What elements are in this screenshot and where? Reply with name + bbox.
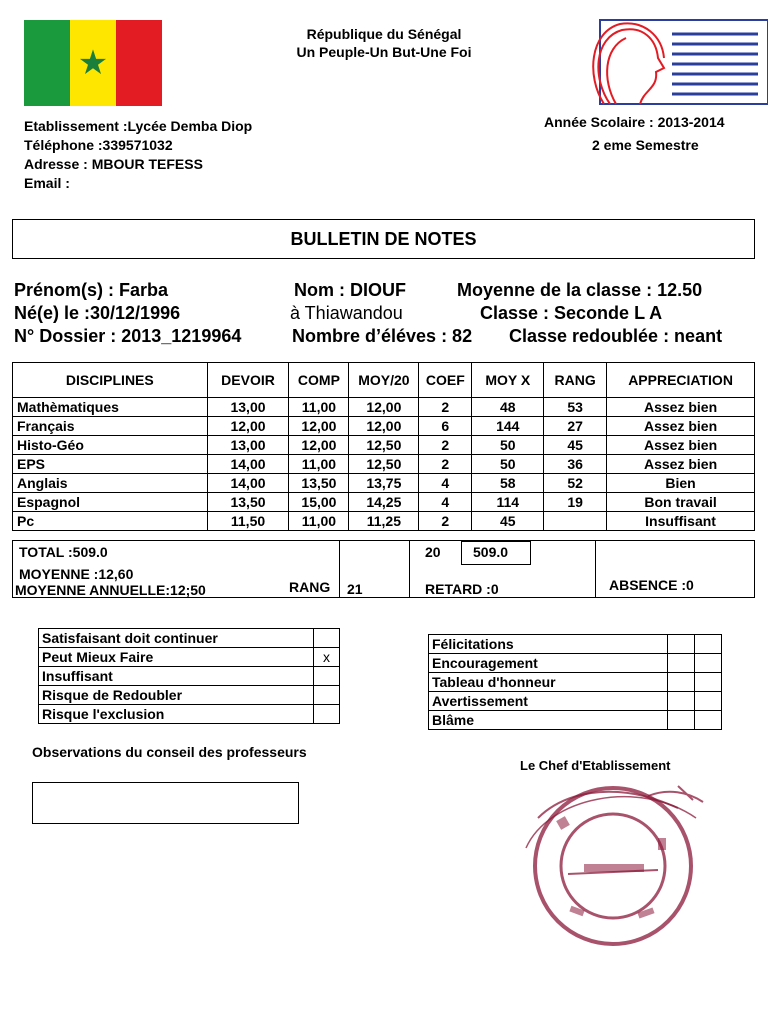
- school-name: Etablissement :Lycée Demba Diop: [24, 118, 253, 134]
- table-row: [13, 455, 755, 474]
- decision-checkbox[interactable]: [668, 692, 695, 711]
- comp-cell: 11,00: [289, 512, 349, 531]
- school-year: Année Scolaire : 2013-2014: [544, 114, 725, 130]
- appreciation-cell: Assez bien: [607, 417, 755, 436]
- semester: 2 eme Semestre: [592, 137, 699, 153]
- coef-cell: 2: [419, 398, 472, 417]
- rang-cell: 45: [544, 436, 607, 455]
- table-row: [13, 493, 755, 512]
- appreciation-cell: Assez bien: [607, 436, 755, 455]
- decision-table-left: [38, 628, 340, 724]
- col-header: RANG: [544, 363, 607, 398]
- moyx-cell: 50: [472, 455, 544, 474]
- decision-checkbox[interactable]: [695, 635, 722, 654]
- decision-label: Risque l'exclusion: [39, 705, 314, 724]
- appreciation-cell: Bon travail: [607, 493, 755, 512]
- coef-cell: 2: [419, 455, 472, 474]
- decision-row: [429, 635, 722, 654]
- decision-checkbox[interactable]: [668, 635, 695, 654]
- moyx-cell: 144: [472, 417, 544, 436]
- moyx-cell: 50: [472, 436, 544, 455]
- appreciation-cell: Assez bien: [607, 455, 755, 474]
- totals-divider: [409, 541, 410, 597]
- moyx-cell: 114: [472, 493, 544, 512]
- annual-average: MOYENNE ANNUELLE:12;50: [15, 582, 206, 598]
- decision-checkbox[interactable]: [314, 629, 340, 648]
- moy-cell: 14,25: [349, 493, 419, 512]
- moyx-cell: 45: [472, 512, 544, 531]
- decision-row: [39, 629, 340, 648]
- republic-title: République du Sénégal: [306, 26, 462, 42]
- decision-label: Risque de Redoubler: [39, 686, 314, 705]
- decision-label: Satisfaisant doit continuer: [39, 629, 314, 648]
- totals-box: [12, 540, 755, 598]
- observations-box[interactable]: [32, 782, 299, 824]
- total-points: TOTAL :509.0: [19, 544, 108, 560]
- star-icon: ★: [77, 44, 109, 82]
- comp-cell: 11,00: [289, 398, 349, 417]
- class-name: Classe : Seconde L A: [480, 303, 663, 323]
- col-header: APPRECIATION: [607, 363, 755, 398]
- coef-cell: 2: [419, 436, 472, 455]
- birth-date: Né(e) le :30/12/1996: [14, 303, 181, 323]
- devoir-cell: 13,50: [207, 493, 289, 512]
- moy-cell: 13,75: [349, 474, 419, 493]
- totals-divider: [595, 541, 596, 597]
- decision-checkbox[interactable]: [695, 692, 722, 711]
- decision-label: Peut Mieux Faire: [39, 648, 314, 667]
- coef-cell: 6: [419, 417, 472, 436]
- rang-cell: 27: [544, 417, 607, 436]
- table-row: [13, 436, 755, 455]
- coef-cell: 4: [419, 493, 472, 512]
- decision-checkbox[interactable]: [668, 654, 695, 673]
- decision-checkbox[interactable]: [668, 673, 695, 692]
- decision-label: Encouragement: [429, 654, 668, 673]
- class-average: Moyenne de la classe : 12.50: [457, 280, 703, 300]
- signature-label: Le Chef d'Etablissement: [520, 758, 671, 773]
- rang-cell: 36: [544, 455, 607, 474]
- student-first-name: Prénom(s) : Farba: [14, 280, 169, 300]
- comp-cell: 12,00: [289, 417, 349, 436]
- discipline-cell: Anglais: [13, 474, 208, 493]
- col-header: DEVOIR: [207, 363, 289, 398]
- moy-cell: 12,50: [349, 455, 419, 474]
- decision-checkbox[interactable]: [695, 711, 722, 730]
- discipline-cell: Pc: [13, 512, 208, 531]
- moyx-cell: 48: [472, 398, 544, 417]
- absence: ABSENCE :0: [609, 577, 694, 593]
- moy-cell: 12,00: [349, 398, 419, 417]
- decision-row: [39, 686, 340, 705]
- comp-cell: 13,50: [289, 474, 349, 493]
- decision-label: Avertissement: [429, 692, 668, 711]
- observations-label: Observations du conseil des professeurs: [32, 744, 307, 760]
- col-header: DISCIPLINES: [13, 363, 208, 398]
- decision-row: [39, 667, 340, 686]
- decision-row: [429, 711, 722, 730]
- decision-row: [429, 692, 722, 711]
- decision-checkbox[interactable]: [314, 705, 340, 724]
- semester-average: MOYENNE :12,60: [19, 566, 134, 582]
- discipline-cell: Espagnol: [13, 493, 208, 512]
- col-header: MOY/20: [349, 363, 419, 398]
- rank-label: RANG: [289, 579, 331, 595]
- birth-place: à Thiawandou: [290, 303, 403, 323]
- table-row: [13, 398, 755, 417]
- table-header-row: [13, 363, 755, 398]
- student-last-name: Nom : DIOUF: [294, 280, 406, 300]
- discipline-cell: Histo-Géo: [13, 436, 208, 455]
- moy-cell: 12,00: [349, 417, 419, 436]
- school-stamp: [518, 778, 708, 948]
- devoir-cell: 14,00: [207, 474, 289, 493]
- decision-label: Blâme: [429, 711, 668, 730]
- moy-total: 509.0: [473, 544, 509, 560]
- school-email: Email :: [24, 175, 70, 191]
- moy-cell: 12,50: [349, 436, 419, 455]
- decision-row: [429, 654, 722, 673]
- devoir-cell: 11,50: [207, 512, 289, 531]
- rank-value: 21: [347, 581, 363, 597]
- col-header: COEF: [419, 363, 472, 398]
- national-motto: Un Peuple-Un But-Une Foi: [296, 44, 472, 60]
- decision-checkbox[interactable]: [314, 667, 340, 686]
- decision-checkbox[interactable]: [314, 686, 340, 705]
- decision-checkbox[interactable]: [695, 673, 722, 692]
- grades-table: [12, 362, 755, 531]
- table-row: [13, 512, 755, 531]
- decision-table-right: [428, 634, 722, 730]
- appreciation-cell: Bien: [607, 474, 755, 493]
- file-number: N° Dossier : 2013_1219964: [14, 326, 242, 346]
- moyx-cell: 58: [472, 474, 544, 493]
- devoir-cell: 14,00: [207, 455, 289, 474]
- table-row: [13, 474, 755, 493]
- comp-cell: 11,00: [289, 455, 349, 474]
- discipline-cell: Français: [13, 417, 208, 436]
- devoir-cell: 12,00: [207, 417, 289, 436]
- decision-row: [39, 648, 340, 667]
- col-header: COMP: [289, 363, 349, 398]
- decision-checkbox[interactable]: x: [314, 648, 340, 667]
- ministry-logo: [580, 18, 768, 106]
- appreciation-cell: Assez bien: [607, 398, 755, 417]
- lateness: RETARD :0: [425, 581, 499, 597]
- student-count: Nombre d’éléves : 82: [292, 326, 473, 346]
- comp-cell: 15,00: [289, 493, 349, 512]
- table-row: [13, 417, 755, 436]
- discipline-cell: Mathèmatiques: [13, 398, 208, 417]
- devoir-cell: 13,00: [207, 398, 289, 417]
- decision-label: Félicitations: [429, 635, 668, 654]
- coef-cell: 4: [419, 474, 472, 493]
- appreciation-cell: Insuffisant: [607, 512, 755, 531]
- decision-label: Tableau d'honneur: [429, 673, 668, 692]
- school-address: Adresse : MBOUR TEFESS: [24, 156, 203, 172]
- decision-row: [39, 705, 340, 724]
- totals-divider: [339, 541, 340, 597]
- decision-label: Insuffisant: [39, 667, 314, 686]
- discipline-cell: EPS: [13, 455, 208, 474]
- decision-checkbox[interactable]: [695, 654, 722, 673]
- decision-checkbox[interactable]: [668, 711, 695, 730]
- col-header: MOY X: [472, 363, 544, 398]
- moy-cell: 11,25: [349, 512, 419, 531]
- rang-cell: 52: [544, 474, 607, 493]
- rang-cell: [544, 512, 607, 531]
- school-phone: Téléphone :339571032: [24, 137, 173, 153]
- decision-row: [429, 673, 722, 692]
- rang-cell: 53: [544, 398, 607, 417]
- repeated-class: Classe redoublée : neant: [509, 326, 723, 346]
- bulletin-title: BULLETIN DE NOTES: [12, 219, 755, 259]
- coef-cell: 2: [419, 512, 472, 531]
- devoir-cell: 13,00: [207, 436, 289, 455]
- comp-cell: 12,00: [289, 436, 349, 455]
- rang-cell: 19: [544, 493, 607, 512]
- coef-total: 20: [425, 544, 441, 560]
